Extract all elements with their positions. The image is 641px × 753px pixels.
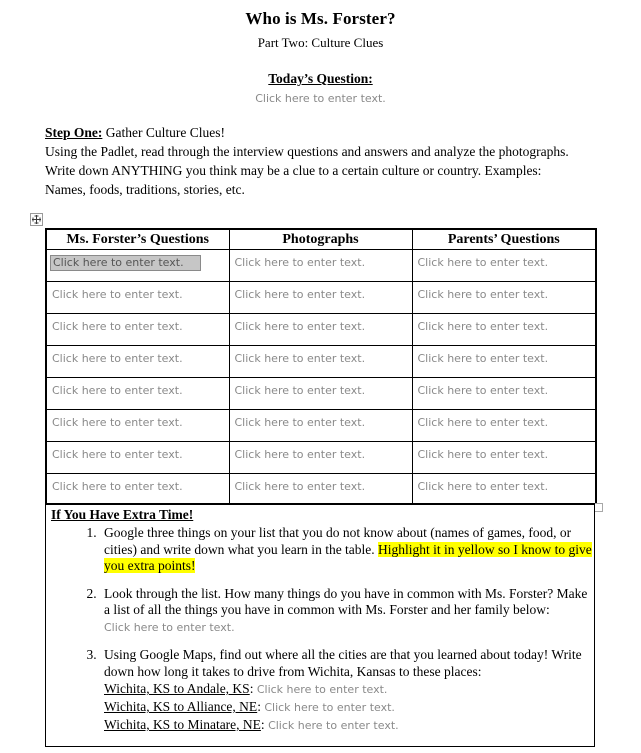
table-cell[interactable] <box>412 378 596 410</box>
table-cell[interactable] <box>46 250 229 282</box>
table-cell[interactable] <box>229 346 412 378</box>
cell-placeholder[interactable]: Click here to enter text. <box>234 320 366 333</box>
table-row <box>46 314 596 346</box>
table-cell[interactable] <box>46 378 229 410</box>
cell-placeholder[interactable]: Click here to enter text. <box>417 256 549 269</box>
table-cell[interactable] <box>229 250 412 282</box>
table-cell[interactable] <box>229 474 412 507</box>
todays-question-block <box>0 70 641 105</box>
table-cell[interactable] <box>46 346 229 378</box>
list-item <box>100 525 594 575</box>
cell-placeholder[interactable]: Click here to enter text. <box>417 416 549 429</box>
column-header-photographs: Photographs <box>229 229 412 250</box>
extra-item-2-input[interactable]: Click here to enter text. <box>104 620 235 634</box>
cell-placeholder[interactable]: Click here to enter text. <box>52 320 183 333</box>
table-row <box>46 282 596 314</box>
step-one-line-1: Using the Padlet, read through the interview questions and answers and analyze the photographs. <box>45 144 569 159</box>
cell-placeholder[interactable]: Click here to enter text. <box>52 288 183 301</box>
extra-time-box <box>45 503 595 747</box>
step-one-block <box>45 123 597 199</box>
table-body <box>46 250 596 507</box>
list-item <box>100 647 594 734</box>
table-cell[interactable] <box>46 282 229 314</box>
table-cell[interactable] <box>412 314 596 346</box>
table-row <box>46 250 596 282</box>
city-colon: : <box>260 717 269 732</box>
table-cell[interactable] <box>229 410 412 442</box>
step-one-line-2: Write down ANYTHING you think may be a clue to a certain culture or country. Examples: <box>45 163 542 178</box>
city-input-minatare[interactable]: Click here to enter text. <box>268 719 399 732</box>
move-four-arrows-icon <box>31 214 42 225</box>
table-header-row <box>46 229 596 250</box>
city-label-minatare: Wichita, KS to Minatare, NE <box>104 717 261 732</box>
column-header-parents-questions: Parents’ Questions <box>412 229 596 250</box>
city-colon: : <box>257 699 265 714</box>
city-input-andale[interactable]: Click here to enter text. <box>256 683 388 696</box>
city-row <box>104 698 594 716</box>
cell-placeholder[interactable]: Click here to enter text. <box>417 320 549 333</box>
table-cell[interactable] <box>412 474 596 507</box>
table-cell[interactable] <box>46 474 229 507</box>
todays-question-label: Today’s Question: <box>268 71 373 86</box>
cell-placeholder[interactable]: Click here to enter text. <box>52 480 183 493</box>
city-input-alliance[interactable]: Click here to enter text. <box>264 701 395 714</box>
cell-placeholder[interactable]: Click here to enter text. <box>52 384 183 397</box>
cell-placeholder[interactable]: Click here to enter text. <box>417 288 549 301</box>
city-label-andale: Wichita, KS to Andale, KS <box>104 681 250 696</box>
culture-clues-table[interactable] <box>45 228 597 507</box>
cell-placeholder[interactable]: Click here to enter text. <box>234 288 366 301</box>
table-cell[interactable] <box>229 378 412 410</box>
table-row <box>46 474 596 507</box>
todays-question-input[interactable]: Click here to enter text. <box>255 92 386 105</box>
table-cell[interactable] <box>412 346 596 378</box>
table-row <box>46 346 596 378</box>
table-move-handle[interactable] <box>30 213 43 226</box>
list-item <box>100 586 594 637</box>
cell-placeholder[interactable]: Click here to enter text. <box>234 416 366 429</box>
table-cell[interactable] <box>46 410 229 442</box>
page-subtitle: Part Two: Culture Clues <box>257 35 384 50</box>
cell-placeholder[interactable]: Click here to enter text. <box>234 448 366 461</box>
extra-item-3-text: Using Google Maps, find out where all the cities are that you learned about today! Write down how long it takes to drive from Wichita, Kansas to these places: <box>104 647 582 679</box>
extra-item-2-text: Look through the list. How many things do you have in common with Ms. Forster? Make a list of all the things you have in common with Ms. Forster and her family below: <box>104 585 588 617</box>
cell-placeholder[interactable]: Click here to enter text. <box>234 384 366 397</box>
city-row <box>104 680 594 698</box>
cell-placeholder[interactable]: Click here to enter text. <box>234 480 366 493</box>
extra-item-1-text: Google three things on your list that you do not know about (names of games, food, or cities) and write down what you learn in the table. <box>104 525 572 557</box>
cell-placeholder-selected[interactable]: Click here to enter text. <box>50 255 201 271</box>
table-cell[interactable] <box>412 442 596 474</box>
page-title: Who is Ms. Forster? <box>245 9 396 28</box>
step-one-heading <box>45 123 597 142</box>
city-label-alliance: Wichita, KS to Alliance, NE <box>104 699 258 714</box>
cell-placeholder[interactable]: Click here to enter text. <box>52 352 183 365</box>
step-one-label: Step One: <box>45 125 103 140</box>
column-header-questions: Ms. Forster’s Questions <box>46 229 229 250</box>
table-cell[interactable] <box>412 282 596 314</box>
table-row <box>46 442 596 474</box>
city-colon: : <box>249 681 257 696</box>
cell-placeholder[interactable]: Click here to enter text. <box>417 352 549 365</box>
cell-placeholder[interactable]: Click here to enter text. <box>234 256 366 269</box>
step-one-line-3: Names, foods, traditions, stories, etc. <box>45 182 245 197</box>
table-row <box>46 410 596 442</box>
extra-item-1-highlight: Highlight it in yellow so I know to give you extra points! <box>104 541 592 573</box>
extra-time-title: If You Have Extra Time! <box>51 507 194 522</box>
table-cell[interactable] <box>46 442 229 474</box>
cell-placeholder[interactable]: Click here to enter text. <box>52 416 183 429</box>
city-row <box>104 716 594 734</box>
table-cell[interactable] <box>229 282 412 314</box>
step-one-heading-rest: Gather Culture Clues! <box>102 125 225 140</box>
cell-placeholder[interactable]: Click here to enter text. <box>417 448 549 461</box>
extra-time-list <box>46 525 594 734</box>
table-row <box>46 378 596 410</box>
table-cell[interactable] <box>412 250 596 282</box>
cell-placeholder[interactable]: Click here to enter text. <box>234 352 366 365</box>
cell-placeholder[interactable]: Click here to enter text. <box>417 384 549 397</box>
table-cell[interactable] <box>229 314 412 346</box>
cell-placeholder[interactable]: Click here to enter text. <box>417 480 549 493</box>
table-cell[interactable] <box>46 314 229 346</box>
table-resize-handle[interactable] <box>594 503 603 512</box>
cell-placeholder[interactable]: Click here to enter text. <box>52 448 183 461</box>
table-cell[interactable] <box>229 442 412 474</box>
table-cell[interactable] <box>412 410 596 442</box>
